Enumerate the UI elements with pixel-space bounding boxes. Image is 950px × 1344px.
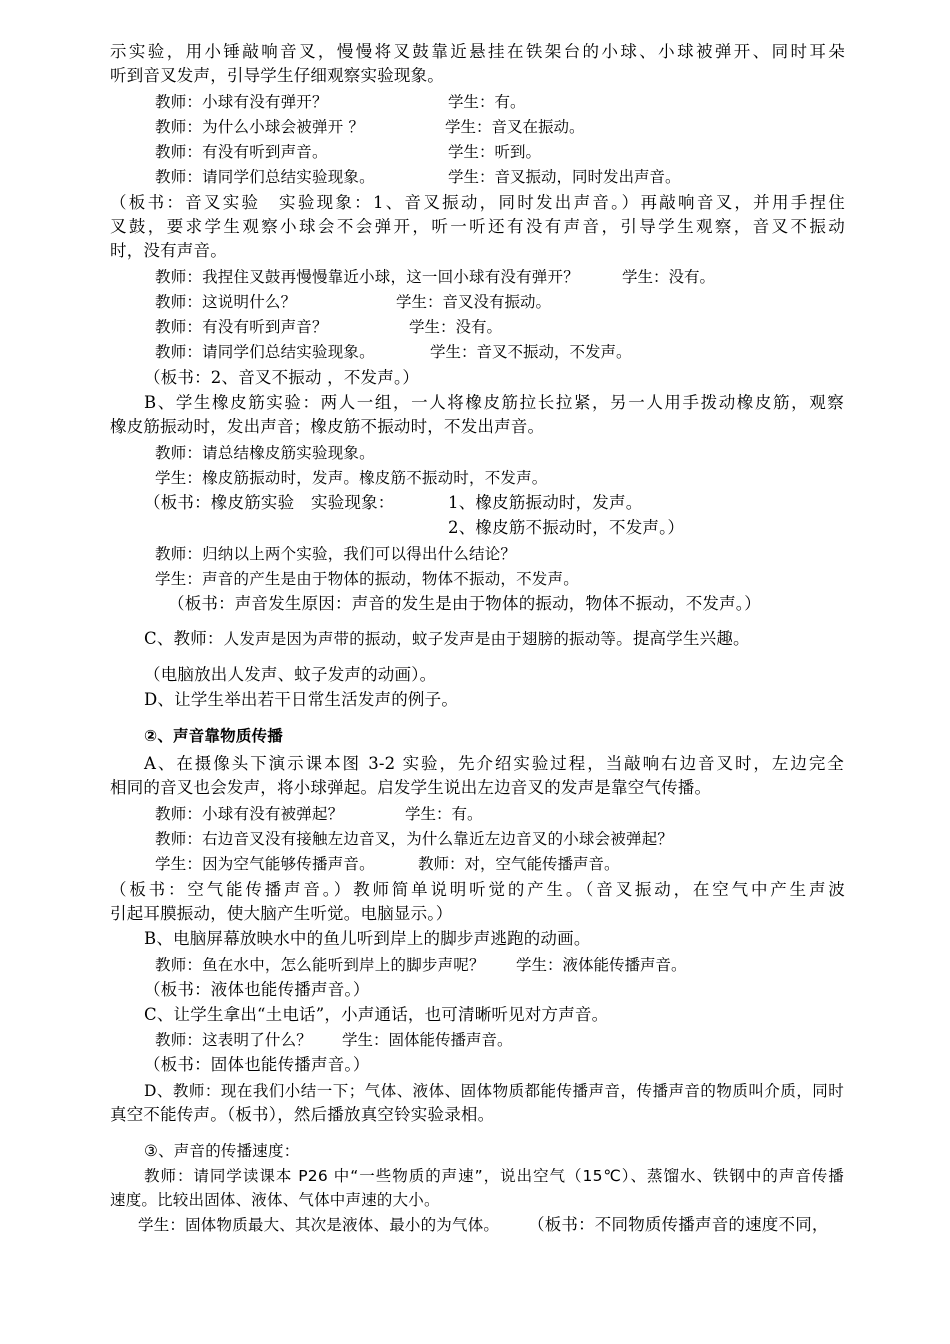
paragraph-line: B、学生橡皮筋实验：两人一组，一人将橡皮筋拉长拉紧，另一人用手拨动橡皮筋，观察 — [144, 393, 844, 412]
dialogue-teacher: 教师：归纳以上两个实验，我们可以得出什么结论？ — [155, 545, 517, 563]
paragraph-line: D、教师：现在我们小结一下；气体、液体、固体物质都能传播声音，传播声音的物质叫介质，同时 — [144, 1082, 844, 1100]
paragraph-line: A、在摄像头下演示课本图 3-2 实验，先介绍实验过程，当敲响右边音叉时，左边完全 — [144, 754, 844, 773]
dialogue-student: 学生：没有。 — [409, 318, 503, 336]
dialogue-teacher: 教师：我捏住叉鼓再慢慢靠近小球，这一回小球有没有弹开？ — [155, 268, 579, 286]
blackboard-note: （板书：声音发生原因：声音的发生是由于物体的振动，物体不振动，不发声。） — [168, 594, 761, 613]
dialogue-student: 学生：有。 — [448, 93, 526, 111]
paragraph-line: 听到音叉发声，引导学生仔细观察实验现象。 — [110, 66, 444, 85]
dialogue-teacher: 教师：请总结橡皮筋实验现象。 — [155, 444, 375, 462]
paragraph-line: （电脑放出人发声、蚊子发声的动画）。 — [144, 665, 437, 684]
dialogue-student: 学生：没有。 — [622, 268, 716, 286]
blackboard-note: （板书：液体也能传播声音。） — [144, 980, 370, 999]
dialogue-teacher: 教师：鱼在水中，怎么能听到岸上的脚步声呢？ — [155, 956, 485, 974]
dialogue-student: 学生：音叉没有振动。 — [396, 293, 552, 311]
paragraph-line: （板书：音叉实验 实验现象：1、音叉振动，同时发出声音。）再敲响音叉，并用手捏住 — [110, 193, 845, 212]
dialogue-student: 学生：固体物质最大、其次是液体、最小的为气体。 — [138, 1216, 500, 1234]
blackboard-note: （板书：固体也能传播声音。） — [144, 1055, 370, 1074]
paragraph-line: 引起耳膜振动，使大脑产生听觉。电脑显示。） — [110, 904, 453, 923]
blackboard-note: 2、橡皮筋不振动时，不发声。） — [448, 518, 685, 537]
dialogue-student: 学生：音叉不振动，不发声。 — [430, 343, 632, 361]
paragraph-line: 橡皮筋振动时，发出声音；橡皮筋不振动时，不发出声音。 — [110, 417, 545, 436]
dialogue-teacher: 教师：有没有听到声音？ — [155, 318, 328, 336]
paragraph-line: B、电脑屏幕放映水中的鱼儿听到岸上的脚步声逃跑的动画。 — [144, 929, 591, 948]
paragraph-line: 相同的音叉也会发声，将小球弹起。启发学生说出左边音叉的发声是靠空气传播。 — [110, 778, 712, 797]
dialogue-student: 学生：音叉振动，同时发出声音。 — [448, 168, 681, 186]
blackboard-note: 1、橡皮筋振动时，发声。 — [448, 493, 643, 512]
dialogue-teacher: 教师：右边音叉没有接触左边音叉，为什么靠近左边音叉的小球会被弹起？ — [155, 830, 674, 848]
blackboard-note: （板书：不同物质传播声音的速度不同， — [528, 1215, 829, 1234]
dialogue-teacher: 教师：这说明什么？ — [155, 293, 297, 311]
paragraph-line: D、让学生举出若干日常生活发声的例子。 — [144, 690, 459, 709]
dialogue-student: 学生：音叉在振动。 — [445, 118, 585, 136]
dialogue-teacher: 教师：小球有没有弹开？ — [155, 93, 328, 111]
paragraph-line: 速度。比较出固体、液体、气体中声速的大小。 — [110, 1191, 440, 1209]
section-heading: ②、声音靠物质传播 — [144, 727, 283, 745]
dialogue-student: 学生：有。 — [405, 805, 483, 823]
paragraph-line: C、让学生拿出“土电话”，小声通话，也可清晰听见对方声音。 — [144, 1005, 609, 1024]
paragraph-tail: 。提高学生兴趣。 — [616, 629, 750, 648]
dialogue-teacher: 教师：有没有听到声音。 — [155, 143, 328, 161]
paragraph-line: 真空不能传声。（板书），然后播放真空铃实验录相。 — [110, 1105, 495, 1124]
dialogue-student: 学生：因为空气能够传播声音。 — [155, 855, 375, 873]
paragraph-line: 示实验，用小锤敲响音叉，慢慢将叉鼓靠近悬挂在铁架台的小球、小球被弹开、同时耳朵 — [110, 42, 845, 61]
dialogue-teacher: 教师：为什么小球会被弹开 ？ — [155, 118, 365, 136]
teacher-speech: 人发声是因为声带的振动，蚊子发声是由于翅膀的振动等 — [223, 630, 617, 648]
dialogue-student: 学生：固体能传播声音。 — [342, 1031, 513, 1049]
paragraph-line — [144, 627, 750, 651]
dialogue-teacher: 教师：对，空气能传播声音。 — [418, 855, 620, 873]
dialogue-student: 学生：液体能传播声音。 — [516, 956, 687, 974]
paragraph-line: 时，没有声音。 — [110, 241, 227, 260]
dialogue-teacher: 教师：请同学读课本 P26 中“一些物质的声速”，说出空气（15℃）、蒸馏水、铁钢中的声音传播 — [144, 1167, 844, 1185]
dialogue-student: 学生：听到。 — [448, 143, 542, 161]
teacher-label: C、教师： — [144, 629, 224, 648]
dialogue-student: 学生：橡皮筋振动时，发声。橡皮筋不振动时，不发声。 — [155, 469, 548, 487]
dialogue-student: 学生：声音的产生是由于物体的振动，物体不振动，不发声。 — [155, 570, 579, 588]
dialogue-teacher: 教师：小球有没有被弹起？ — [155, 805, 344, 823]
paragraph-line: 叉鼓，要求学生观察小球会不会弹开，听一听还有没有声音，引导学生观察，音叉不振动 — [110, 217, 845, 236]
dialogue-teacher: 教师：请同学们总结实验现象。 — [155, 343, 375, 361]
dialogue-teacher: 教师：请同学们总结实验现象。 — [155, 168, 375, 186]
section-heading: ③、声音的传播速度： — [144, 1142, 300, 1160]
dialogue-teacher: 教师：这表明了什么？ — [155, 1031, 313, 1049]
paragraph-line: （板书：空气能传播声音。）教师简单说明听觉的产生。（音叉振动，在空气中产生声波 — [110, 880, 845, 899]
blackboard-note: （板书：橡皮筋实验 实验现象： — [144, 493, 395, 512]
blackboard-note: （板书：2、音叉不振动 ，不发声。） — [144, 368, 420, 387]
